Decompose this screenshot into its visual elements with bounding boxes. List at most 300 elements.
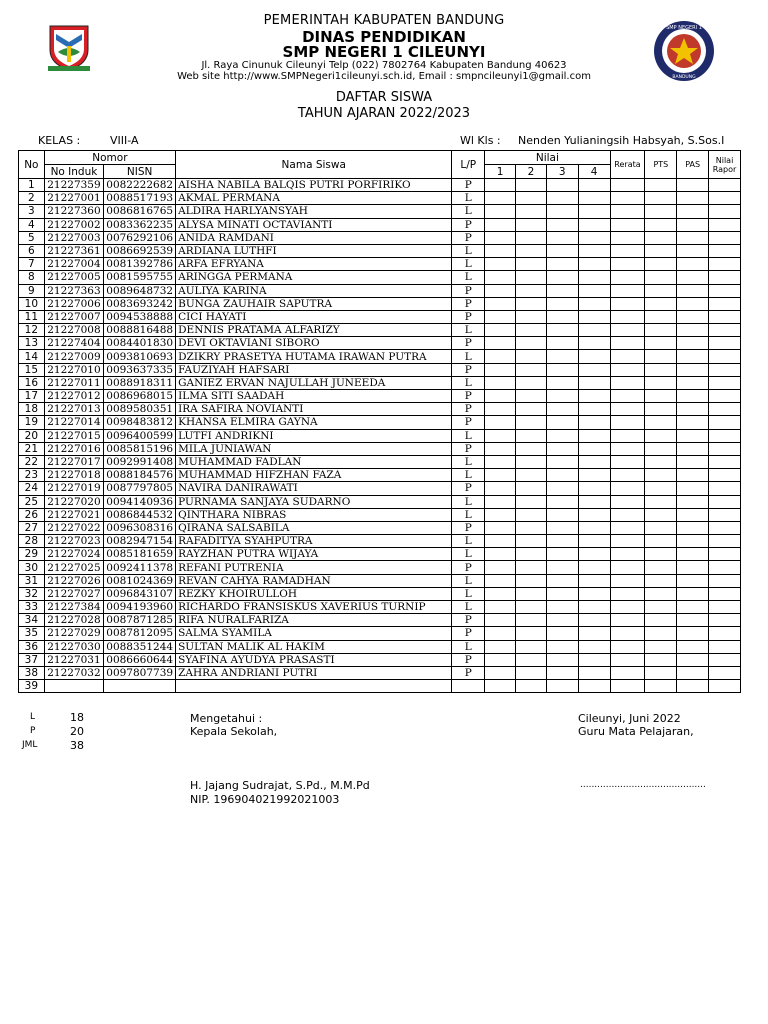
rerata-cell: [610, 653, 645, 666]
nilai-1-cell: [485, 627, 516, 640]
document-year: TAHUN AJARAN 2022/2023: [297, 106, 471, 121]
nilai-3-cell: [546, 324, 578, 337]
nama-cell: PURNAMA SANJAYA SUDARNO: [176, 495, 452, 508]
pas-cell: [677, 482, 709, 495]
nilai-3-cell: [546, 548, 578, 561]
lp-cell: L: [452, 271, 485, 284]
pas-cell: [677, 429, 709, 442]
mengetahui-label: Mengetahui :: [190, 712, 263, 725]
nama-cell: DZIKRY PRASETYA HUTAMA IRAWAN PUTRA: [176, 350, 452, 363]
pts-cell: [645, 574, 677, 587]
nilai-1-cell: [485, 521, 516, 534]
nilai-2-cell: [516, 337, 547, 350]
header-nilai-rapor-line1: Nilai: [715, 155, 734, 165]
no-induk-cell: 21227025: [44, 561, 104, 574]
pas-cell: [677, 521, 709, 534]
nilai-rapor-cell: [709, 508, 741, 521]
pas-cell: [677, 218, 709, 231]
no-induk-cell: 21227008: [44, 324, 104, 337]
pas-cell: [677, 350, 709, 363]
row-number: 38: [19, 666, 45, 679]
nilai-rapor-cell: [709, 218, 741, 231]
lp-cell: L: [452, 455, 485, 468]
nilai-rapor-cell: [709, 455, 741, 468]
row-number: 4: [19, 218, 45, 231]
row-number: 36: [19, 640, 45, 653]
nilai-2-cell: [516, 508, 547, 521]
nilai-rapor-cell: [709, 231, 741, 244]
header-nomor: Nomor: [44, 151, 175, 165]
rerata-cell: [610, 429, 645, 442]
pts-cell: [645, 627, 677, 640]
row-number: 19: [19, 416, 45, 429]
place-date: Cileunyi, Juni 2022: [578, 712, 681, 725]
pts-cell: [645, 258, 677, 271]
no-induk-cell: [44, 680, 104, 693]
nilai-4-cell: [578, 390, 610, 403]
nilai-2-cell: [516, 627, 547, 640]
row-number: 30: [19, 561, 45, 574]
guru-label: Guru Mata Pelajaran,: [578, 725, 694, 738]
nilai-2-cell: [516, 587, 547, 600]
nisn-cell: 0089580351: [104, 403, 176, 416]
nisn-cell: 0083362235: [104, 218, 176, 231]
table-row: [19, 403, 741, 416]
no-induk-cell: 21227027: [44, 587, 104, 600]
nama-cell: ARINGGA PERMANA: [176, 271, 452, 284]
nisn-cell: 0089648732: [104, 284, 176, 297]
nilai-3-cell: [546, 244, 578, 257]
pas-cell: [677, 376, 709, 389]
nilai-rapor-cell: [709, 535, 741, 548]
nisn-cell: [104, 680, 176, 693]
lp-cell: P: [452, 627, 485, 640]
lp-cell: L: [452, 324, 485, 337]
no-induk-cell: 21227384: [44, 601, 104, 614]
nilai-2-cell: [516, 416, 547, 429]
table-row: [19, 376, 741, 389]
document-title: DAFTAR SISWA: [335, 90, 433, 105]
nilai-3-cell: [546, 653, 578, 666]
nilai-4-cell: [578, 337, 610, 350]
nilai-4-cell: [578, 455, 610, 468]
nilai-3-cell: [546, 376, 578, 389]
lp-cell: L: [452, 508, 485, 521]
nilai-rapor-cell: [709, 205, 741, 218]
rerata-cell: [610, 561, 645, 574]
lp-cell: P: [452, 284, 485, 297]
nilai-3-cell: [546, 310, 578, 323]
nama-cell: ILMA SITI SAADAH: [176, 390, 452, 403]
lp-cell: L: [452, 376, 485, 389]
nisn-cell: 0087797805: [104, 482, 176, 495]
pas-cell: [677, 535, 709, 548]
nisn-cell: 0097807739: [104, 666, 176, 679]
nilai-rapor-cell: [709, 350, 741, 363]
lp-cell: P: [452, 416, 485, 429]
row-number: 22: [19, 455, 45, 468]
nilai-1-cell: [485, 192, 516, 205]
row-number: 26: [19, 508, 45, 521]
lp-cell: L: [452, 258, 485, 271]
nama-cell: QIRANA SALSABILA: [176, 521, 452, 534]
pts-cell: [645, 508, 677, 521]
nilai-2-cell: [516, 205, 547, 218]
rerata-cell: [610, 376, 645, 389]
nilai-3-cell: [546, 455, 578, 468]
nilai-2-cell: [516, 521, 547, 534]
nisn-cell: 0081595755: [104, 271, 176, 284]
table-row: [19, 324, 741, 337]
nama-cell: ARDIANA LUTHFI: [176, 244, 452, 257]
nama-cell: SALMA SYAMILA: [176, 627, 452, 640]
rerata-cell: [610, 495, 645, 508]
nilai-1-cell: [485, 205, 516, 218]
pts-cell: [645, 284, 677, 297]
rerata-cell: [610, 244, 645, 257]
row-number: 33: [19, 601, 45, 614]
nisn-cell: 0085181659: [104, 548, 176, 561]
pas-cell: [677, 403, 709, 416]
lp-cell: P: [452, 310, 485, 323]
nilai-1-cell: [485, 284, 516, 297]
nilai-1-cell: [485, 535, 516, 548]
row-number: 18: [19, 403, 45, 416]
nilai-4-cell: [578, 310, 610, 323]
rerata-cell: [610, 469, 645, 482]
header-address: Jl. Raya Cinunuk Cileunyi Telp (022) 7802764 Kabupaten Bandung 40623: [201, 60, 567, 71]
nilai-4-cell: [578, 495, 610, 508]
nama-cell: ARFA EFRYANA: [176, 258, 452, 271]
lp-cell: P: [452, 390, 485, 403]
lp-cell: P: [452, 666, 485, 679]
no-induk-cell: 21227363: [44, 284, 104, 297]
table-row: [19, 587, 741, 600]
pas-cell: [677, 653, 709, 666]
rerata-cell: [610, 390, 645, 403]
nilai-4-cell: [578, 179, 610, 192]
table-row: [19, 218, 741, 231]
nilai-2-cell: [516, 403, 547, 416]
pas-cell: [677, 601, 709, 614]
row-number: 5: [19, 231, 45, 244]
table-row: [19, 244, 741, 257]
nilai-rapor-cell: [709, 297, 741, 310]
pas-cell: [677, 627, 709, 640]
nilai-2-cell: [516, 601, 547, 614]
rerata-cell: [610, 205, 645, 218]
nama-cell: RICHARDO FRANSISKUS XAVERIUS TURNIP: [176, 601, 452, 614]
pas-cell: [677, 324, 709, 337]
nilai-3-cell: [546, 363, 578, 376]
pas-cell: [677, 192, 709, 205]
pas-cell: [677, 231, 709, 244]
nilai-4-cell: [578, 284, 610, 297]
nilai-3-cell: [546, 218, 578, 231]
nama-cell: MUHAMMAD HIFZHAN FAZA: [176, 469, 452, 482]
pas-cell: [677, 495, 709, 508]
no-induk-cell: 21227013: [44, 403, 104, 416]
nilai-rapor-cell: [709, 192, 741, 205]
nilai-rapor-cell: [709, 666, 741, 679]
header-lp: L/P: [452, 151, 485, 179]
nilai-rapor-cell: [709, 258, 741, 271]
nilai-3-cell: [546, 627, 578, 640]
lp-cell: P: [452, 403, 485, 416]
row-number: 3: [19, 205, 45, 218]
nilai-1-cell: [485, 337, 516, 350]
nilai-1-cell: [485, 601, 516, 614]
nilai-1-cell: [485, 653, 516, 666]
pts-cell: [645, 310, 677, 323]
nama-cell: SULTAN MALIK AL HAKIM: [176, 640, 452, 653]
nilai-1-cell: [485, 231, 516, 244]
nama-cell: DENNIS PRATAMA ALFARIZY: [176, 324, 452, 337]
row-number: 23: [19, 469, 45, 482]
pts-cell: [645, 587, 677, 600]
no-induk-cell: 21227021: [44, 508, 104, 521]
row-number: 1: [19, 179, 45, 192]
table-row: [19, 482, 741, 495]
nisn-cell: 0088816488: [104, 324, 176, 337]
no-induk-cell: 21227023: [44, 535, 104, 548]
nilai-4-cell: [578, 508, 610, 521]
nilai-3-cell: [546, 271, 578, 284]
nilai-3-cell: [546, 482, 578, 495]
table-row: [19, 192, 741, 205]
rerata-cell: [610, 310, 645, 323]
row-number: 29: [19, 548, 45, 561]
nisn-cell: 0086844532: [104, 508, 176, 521]
rerata-cell: [610, 482, 645, 495]
no-induk-cell: 21227004: [44, 258, 104, 271]
lp-cell: L: [452, 601, 485, 614]
nama-cell: ANIDA RAMDANI: [176, 231, 452, 244]
pts-cell: [645, 244, 677, 257]
nilai-4-cell: [578, 244, 610, 257]
nilai-4-cell: [578, 640, 610, 653]
lp-cell: L: [452, 192, 485, 205]
lp-cell: P: [452, 337, 485, 350]
lp-cell: L: [452, 205, 485, 218]
nisn-cell: 0086816765: [104, 205, 176, 218]
nilai-2-cell: [516, 192, 547, 205]
pas-cell: [677, 271, 709, 284]
lp-cell: L: [452, 587, 485, 600]
nilai-1-cell: [485, 561, 516, 574]
nilai-rapor-cell: [709, 179, 741, 192]
nilai-4-cell: [578, 205, 610, 218]
kepala-sekolah-name: H. Jajang Sudrajat, S.Pd., M.M.Pd: [190, 779, 370, 792]
nilai-2-cell: [516, 495, 547, 508]
rerata-cell: [610, 350, 645, 363]
nilai-4-cell: [578, 561, 610, 574]
lp-cell: P: [452, 231, 485, 244]
lp-cell: L: [452, 244, 485, 257]
pts-cell: [645, 324, 677, 337]
rerata-cell: [610, 680, 645, 693]
pas-cell: [677, 205, 709, 218]
table-row: [19, 574, 741, 587]
table-row: [19, 310, 741, 323]
no-induk-cell: 21227030: [44, 640, 104, 653]
header-nilai-4: 4: [578, 165, 610, 179]
rerata-cell: [610, 363, 645, 376]
rerata-cell: [610, 666, 645, 679]
nilai-3-cell: [546, 601, 578, 614]
row-number: 39: [19, 680, 45, 693]
nisn-cell: 0088517193: [104, 192, 176, 205]
pas-cell: [677, 416, 709, 429]
kepala-sekolah-label: Kepala Sekolah,: [190, 725, 278, 738]
row-number: 32: [19, 587, 45, 600]
nilai-2-cell: [516, 455, 547, 468]
nisn-cell: 0087871285: [104, 614, 176, 627]
header-pas: PAS: [677, 151, 709, 179]
table-row: [19, 390, 741, 403]
kepala-sekolah-nip: NIP. 196904021992021003: [190, 793, 340, 806]
no-induk-cell: 21227029: [44, 627, 104, 640]
no-induk-cell: 21227026: [44, 574, 104, 587]
table-row: [19, 231, 741, 244]
nisn-cell: 0098483812: [104, 416, 176, 429]
pts-cell: [645, 363, 677, 376]
nilai-4-cell: [578, 350, 610, 363]
table-row: [19, 495, 741, 508]
rerata-cell: [610, 521, 645, 534]
pas-cell: [677, 442, 709, 455]
nilai-1-cell: [485, 469, 516, 482]
nilai-2-cell: [516, 244, 547, 257]
lp-cell: [452, 680, 485, 693]
row-number: 9: [19, 284, 45, 297]
nilai-3-cell: [546, 337, 578, 350]
nilai-rapor-cell: [709, 680, 741, 693]
no-induk-cell: 21227019: [44, 482, 104, 495]
table-row: [19, 271, 741, 284]
nisn-cell: 0086968015: [104, 390, 176, 403]
lp-cell: P: [452, 179, 485, 192]
nilai-4-cell: [578, 627, 610, 640]
summary-p-label: P: [30, 726, 36, 736]
table-row: [19, 442, 741, 455]
row-number: 17: [19, 390, 45, 403]
header-nama: Nama Siswa: [176, 151, 452, 179]
rerata-cell: [610, 192, 645, 205]
pts-cell: [645, 218, 677, 231]
row-number: 28: [19, 535, 45, 548]
nilai-2-cell: [516, 469, 547, 482]
rerata-cell: [610, 297, 645, 310]
pts-cell: [645, 350, 677, 363]
pts-cell: [645, 601, 677, 614]
table-row: [19, 666, 741, 679]
nisn-cell: 0082947154: [104, 535, 176, 548]
row-number: 10: [19, 297, 45, 310]
pts-cell: [645, 469, 677, 482]
nilai-rapor-cell: [709, 495, 741, 508]
nilai-1-cell: [485, 587, 516, 600]
nilai-1-cell: [485, 376, 516, 389]
pts-cell: [645, 561, 677, 574]
nilai-4-cell: [578, 653, 610, 666]
row-number: 11: [19, 310, 45, 323]
rerata-cell: [610, 403, 645, 416]
nilai-1-cell: [485, 218, 516, 231]
pas-cell: [677, 284, 709, 297]
nilai-4-cell: [578, 218, 610, 231]
nama-cell: KHANSA ELMIRA GAYNA: [176, 416, 452, 429]
nilai-3-cell: [546, 390, 578, 403]
row-number: 16: [19, 376, 45, 389]
pas-cell: [677, 508, 709, 521]
nilai-4-cell: [578, 482, 610, 495]
lp-cell: L: [452, 574, 485, 587]
nama-cell: SYAFINA AYUDYA PRASASTI: [176, 653, 452, 666]
rerata-cell: [610, 548, 645, 561]
no-induk-cell: 21227022: [44, 521, 104, 534]
nilai-4-cell: [578, 297, 610, 310]
row-number: 34: [19, 614, 45, 627]
nilai-4-cell: [578, 614, 610, 627]
table-row: [19, 416, 741, 429]
nilai-3-cell: [546, 231, 578, 244]
nilai-rapor-cell: [709, 601, 741, 614]
no-induk-cell: 21227005: [44, 271, 104, 284]
pts-cell: [645, 403, 677, 416]
nilai-2-cell: [516, 666, 547, 679]
no-induk-cell: 21227002: [44, 218, 104, 231]
nisn-cell: 0081392786: [104, 258, 176, 271]
nilai-1-cell: [485, 666, 516, 679]
nilai-rapor-cell: [709, 376, 741, 389]
nilai-4-cell: [578, 548, 610, 561]
nilai-3-cell: [546, 587, 578, 600]
pas-cell: [677, 614, 709, 627]
rerata-cell: [610, 442, 645, 455]
nilai-1-cell: [485, 429, 516, 442]
nilai-3-cell: [546, 179, 578, 192]
nisn-cell: 0092411378: [104, 561, 176, 574]
pas-cell: [677, 390, 709, 403]
nilai-rapor-cell: [709, 627, 741, 640]
table-row: [19, 627, 741, 640]
nilai-4-cell: [578, 442, 610, 455]
pas-cell: [677, 310, 709, 323]
table-row: [19, 548, 741, 561]
nama-cell: ALYSA MINATI OCTAVIANTI: [176, 218, 452, 231]
rerata-cell: [610, 640, 645, 653]
header-nilai-rapor-line2: Rapor: [712, 164, 737, 174]
nilai-3-cell: [546, 205, 578, 218]
pts-cell: [645, 640, 677, 653]
no-induk-cell: 21227016: [44, 442, 104, 455]
row-number: 12: [19, 324, 45, 337]
table-row: [19, 297, 741, 310]
rerata-cell: [610, 535, 645, 548]
nisn-cell: 0082222682: [104, 179, 176, 192]
pts-cell: [645, 455, 677, 468]
pas-cell: [677, 561, 709, 574]
rerata-cell: [610, 324, 645, 337]
table-row: [19, 521, 741, 534]
nilai-2-cell: [516, 363, 547, 376]
nilai-3-cell: [546, 521, 578, 534]
table-row: [19, 258, 741, 271]
pas-cell: [677, 680, 709, 693]
header-rerata: Rerata: [610, 151, 645, 179]
nilai-2-cell: [516, 376, 547, 389]
